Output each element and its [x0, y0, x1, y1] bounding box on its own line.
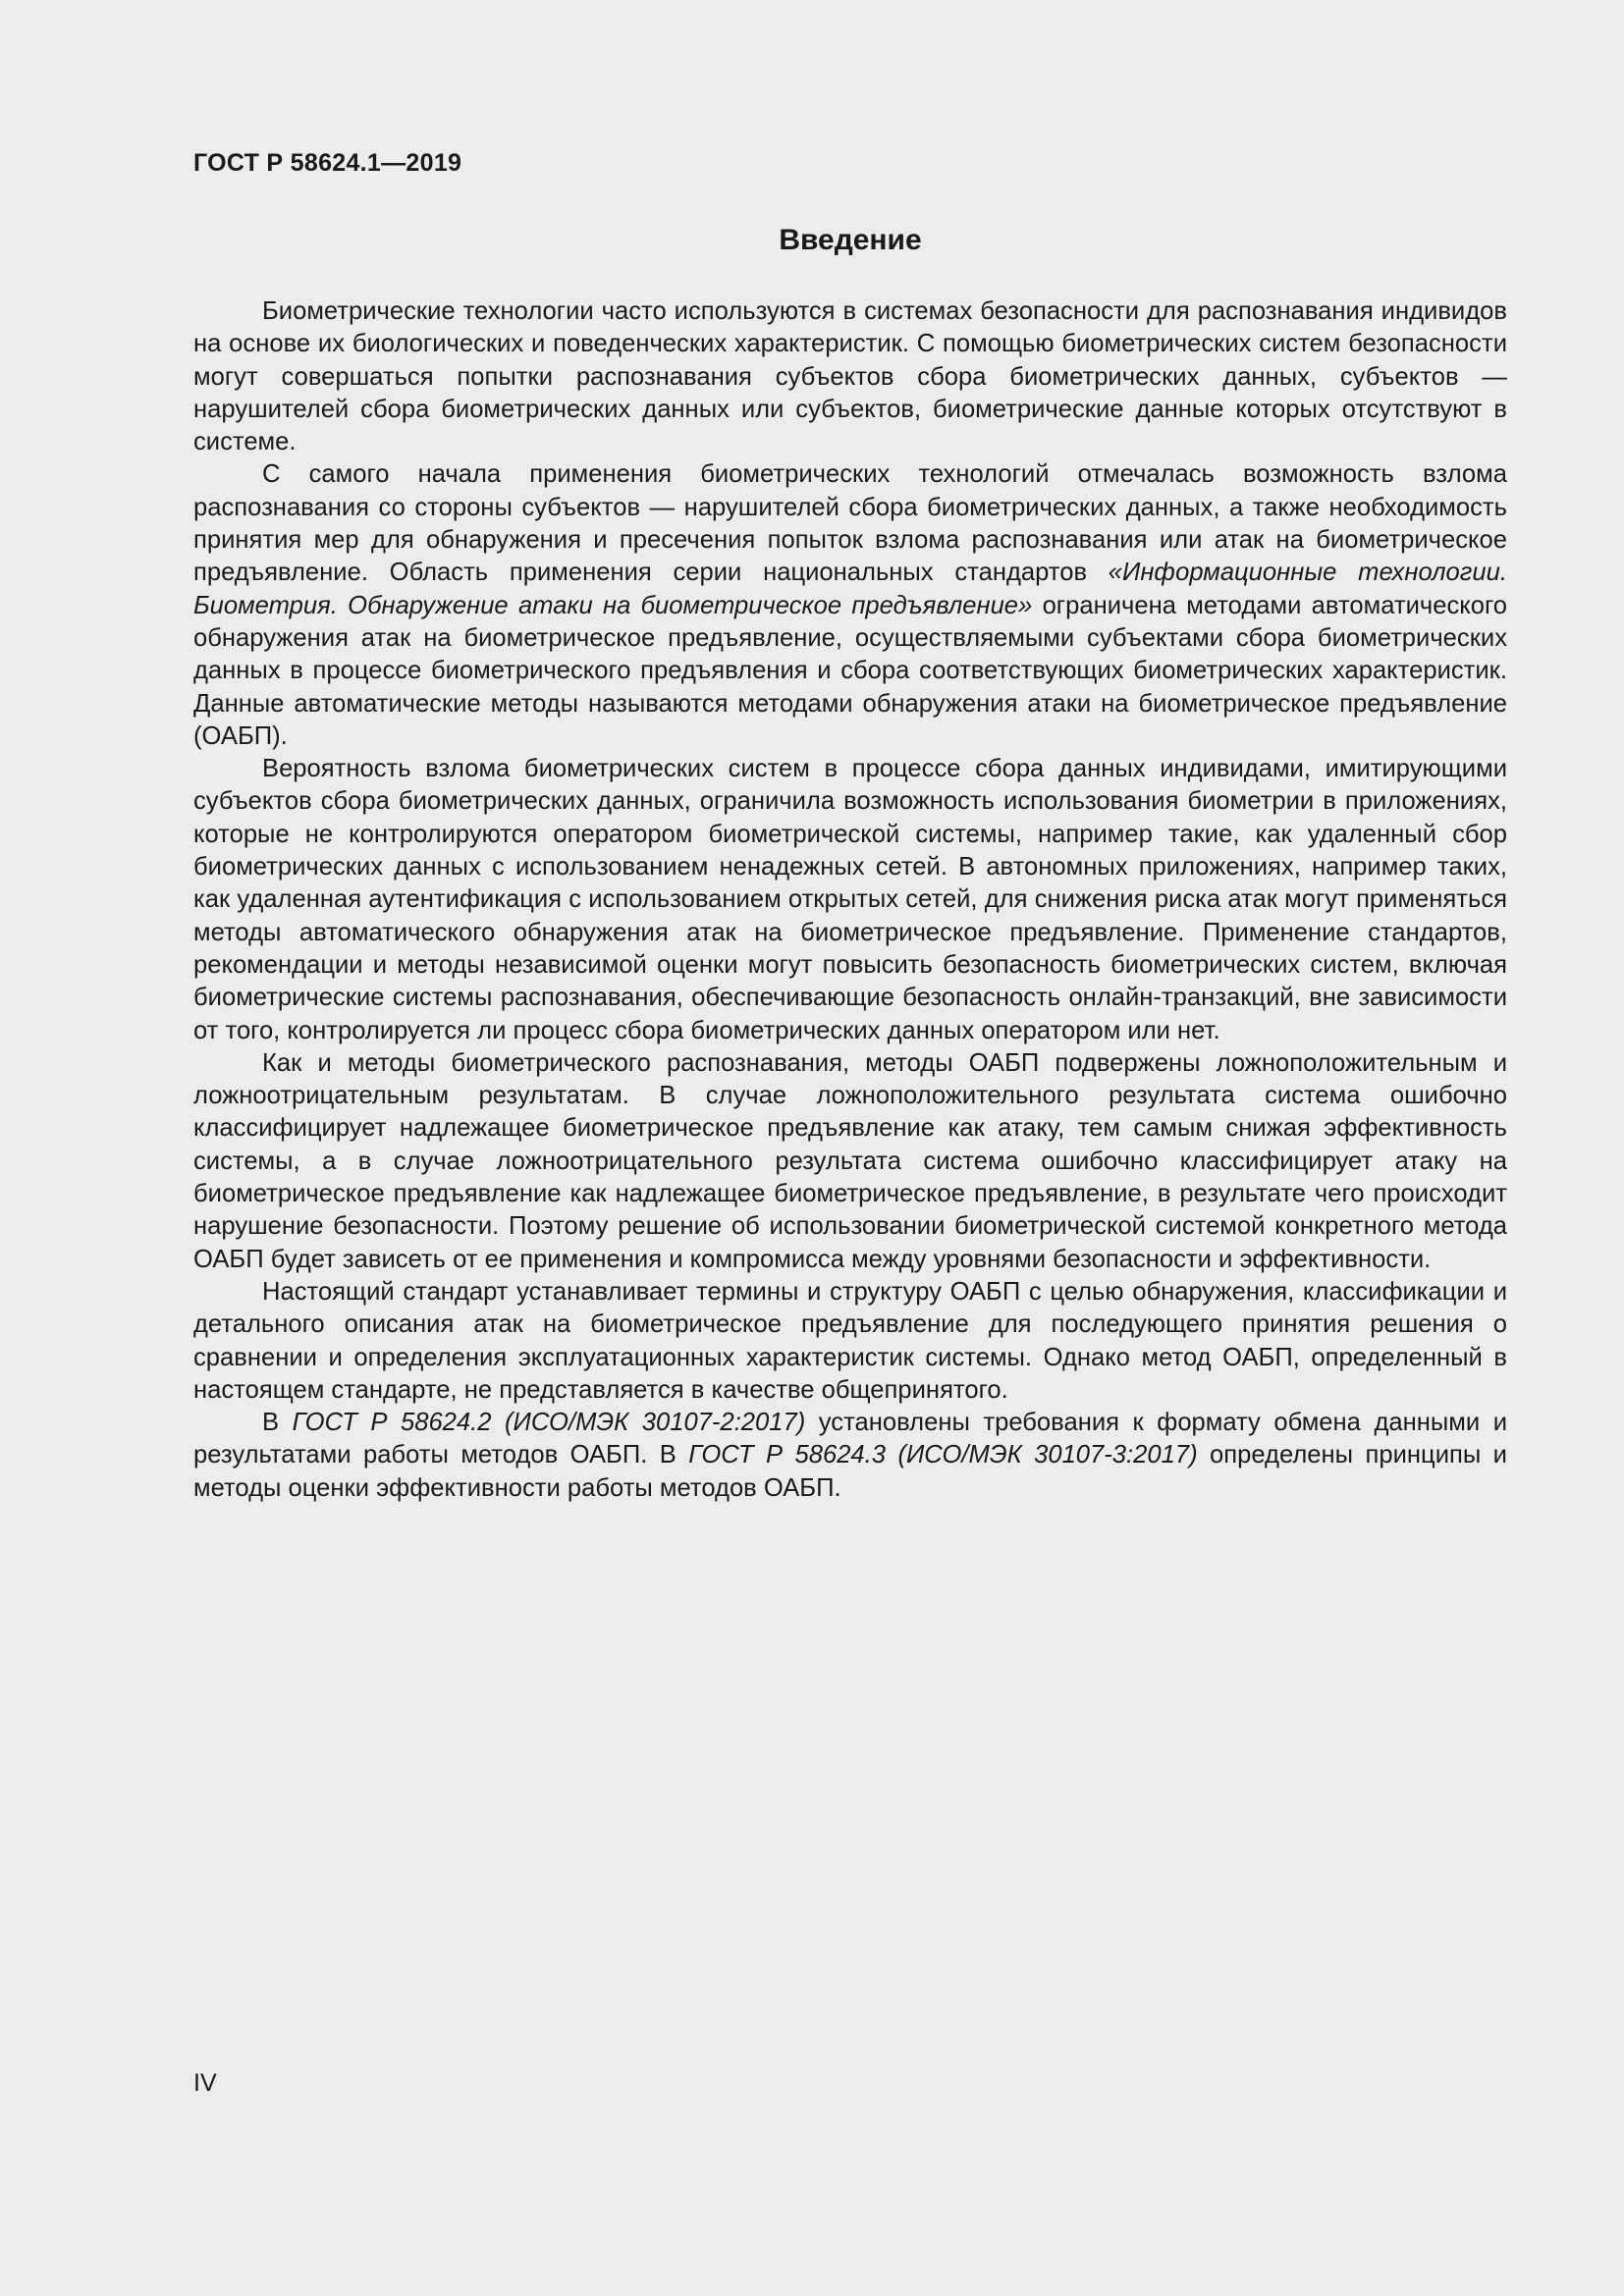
paragraph-2 — [193, 458, 1507, 753]
paragraph-2-series-title: «Информационные технологии. Биометрия. Обнаружение атаки на биометрическое предъявление» — [193, 559, 1507, 619]
paragraph-6-text-3: определены принципы и методы оценки эффективности работы методов ОАБП. — [193, 1441, 1507, 1502]
page-number: IV — [193, 2069, 217, 2097]
paragraph-6-standard-ref-1: ГОСТ Р 58624.2 (ИСО/МЭК 30107-2:2017) — [292, 1409, 806, 1437]
body-text — [193, 295, 1507, 1505]
paragraph-6 — [193, 1407, 1507, 1505]
paragraph-2-text-1: С самого начала применения биометрических технологий отмечалась возможность взлома распознавания со стороны субъектов — нарушителей сбора биометрических данных, а также необходимость принятия мер для обнаружения и пресечения попыток взлома распознавания или атак на биометрическое предъявление. Область применения серии национальных стандартов — [193, 460, 1507, 587]
paragraph-4-text: Как и методы биометрического распознавания, методы ОАБП подвержены ложноположительным и ложноотрицательным результатам. В случае ложноположительного результата система ошибочно классифицирует надлежащее биометрическое предъявление как атаку, тем самым снижая эффективность системы, а в случае ложноотрицательного результата система ошибочно классифицирует атаку на биометрическое предъявление как надлежащее биометрическое предъявление, в результате чего происходит нарушение безопасности. Поэтому решение об использовании биометрической системой конкретного метода ОАБП будет зависеть от ее применения и компромисса между уровнями безопасности и эффективности. — [193, 1048, 1507, 1273]
section-title: Введение — [779, 224, 922, 256]
paragraph-3 — [193, 753, 1507, 1047]
paragraph-5 — [193, 1276, 1507, 1407]
paragraph-2-text-2: ограничена методами автоматического обнаружения атак на биометрическое предъявление, осуществляемыми субъектами сбора биометрических данных в процессе биометрического предъявления и сбора соответствующих биометрических характеристик. Данные автоматические методы называются методами обнаружения атаки на биометрическое предъявление (ОАБП). — [193, 591, 1507, 750]
paragraph-4 — [193, 1047, 1507, 1276]
paragraph-6-text-1: В — [262, 1409, 293, 1437]
paragraph-6-standard-ref-2: ГОСТ Р 58624.3 (ИСО/МЭК 30107-3:2017) — [688, 1441, 1198, 1469]
paragraph-3-text: Вероятность взлома биометрических систем в процессе сбора данных индивидами, имитирующими субъектов сбора биометрических данных, ограничила возможность использования биометрии в приложениях, которые не контролируются оператором биометрической системы, например такие, как удаленный сбор биометрических данных с использованием ненадежных сетей. В автономных приложениях, например таких, как удаленная аутентификация с использованием открытых сетей, для снижения риска атак могут применяться методы автоматического обнаружения атак на биометрическое предъявление. Применение стандартов, рекомендации и методы независимой оценки могут повысить безопасность биометрических систем, включая биометрические системы распознавания, обеспечивающие безопасность онлайн-транзакций, вне зависимости от того, контролируется ли процесс сбора биометрических данных оператором или нет. — [193, 755, 1507, 1044]
paragraph-5-text: Настоящий стандарт устанавливает термины и структуру ОАБП с целью обнаружения, классификации и детального описания атак на биометрическое предъявление для последующего принятия решения о сравнении и определения эксплуатационных характеристик системы. Однако метод ОАБП, определенный в настоящем стандарте, не представляется в качестве общепринятого. — [193, 1277, 1507, 1404]
paragraph-1 — [193, 295, 1507, 458]
document-code-header: ГОСТ Р 58624.1—2019 — [193, 149, 462, 177]
paragraph-1-text: Биометрические технологии часто используются в системах безопасности для распознавания индивидов на основе их биологических и поведенческих характеристик. С помощью биометрических систем безопасности могут совершаться попытки распознавания субъектов сбора биометрических данных, субъектов — нарушителей сбора биометрических данных или субъектов, биометрические данные которых отсутствуют в системе. — [193, 297, 1507, 456]
paragraph-6-text-2: установлены требования к формату обмена данными и результатами работы методов ОАБП. В — [193, 1409, 1507, 1469]
